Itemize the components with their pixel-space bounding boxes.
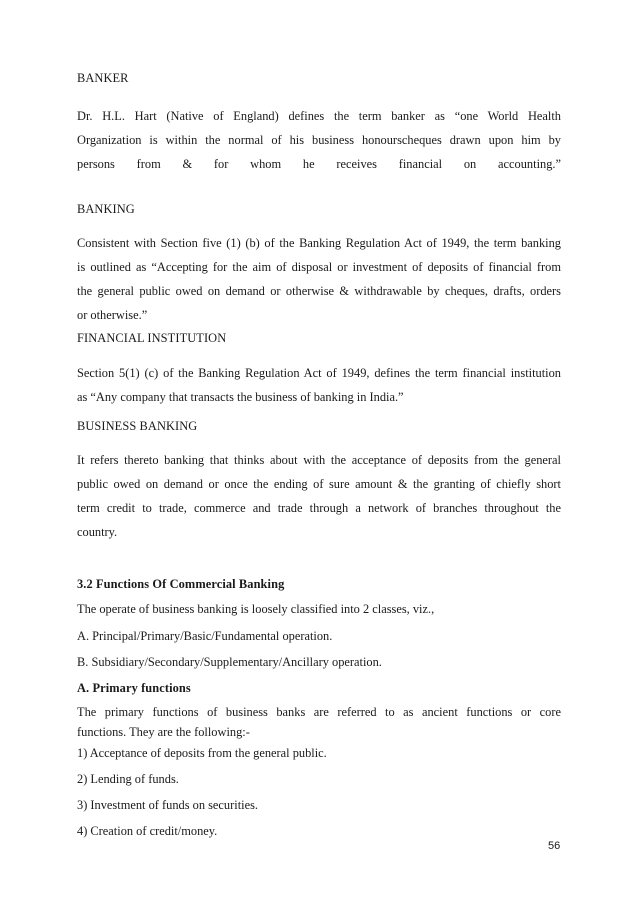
paragraph-line: Dr. H.L. Hart (Native of England) defines the term banker as “one World Health [77, 109, 561, 123]
heading-financial-institution: FINANCIAL INSTITUTION [77, 331, 227, 345]
page-number: 56 [548, 840, 561, 852]
paragraph-line: is outlined as “Accepting for the aim of disposal or investment of deposits of financial from [77, 260, 561, 274]
list-item: 4) Creation of credit/money. [77, 824, 218, 838]
paragraph-line: the general public owed on demand or otherwise & withdrawable by cheques, drafts, orders [77, 284, 561, 298]
paragraph-line: or otherwise.” [77, 308, 148, 322]
heading-primary-functions: A. Primary functions [77, 681, 191, 695]
list-item: 2) Lending of funds. [77, 772, 179, 786]
paragraph-line: term credit to trade, commerce and trade through a network of branches throughout the [77, 501, 561, 515]
functions-class-b: B. Subsidiary/Secondary/Supplementary/Ancillary operation. [77, 655, 382, 669]
paragraph-banking [77, 231, 561, 327]
paragraph-line: country. [77, 525, 118, 539]
paragraph-line: It refers thereto banking that thinks about with the acceptance of deposits from the general [77, 453, 561, 467]
paragraph-line: public owed on demand or once the ending of sure amount & the granting of chiefly short [77, 477, 561, 491]
heading-banker: BANKER [77, 71, 129, 85]
heading-banking: BANKING [77, 202, 135, 216]
list-item: 1) Acceptance of deposits from the general public. [77, 746, 327, 760]
list-item: 3) Investment of funds on securities. [77, 798, 259, 812]
paragraph-primary-functions [77, 702, 561, 742]
paragraph-financial-institution [77, 361, 561, 409]
paragraph-line: Consistent with Section five (1) (b) of the Banking Regulation Act of 1949, the term banking [77, 236, 561, 250]
paragraph-banker [77, 104, 561, 176]
paragraph-line: as “Any company that transacts the business of banking in India.” [77, 390, 404, 404]
paragraph-line: functions. They are the following:- [77, 725, 250, 739]
paragraph-business-banking [77, 448, 561, 544]
functions-class-a: A. Principal/Primary/Basic/Fundamental operation. [77, 629, 333, 643]
paragraph-line: Section 5(1) (c) of the Banking Regulation Act of 1949, defines the term financial institution [77, 366, 561, 380]
paragraph-line: The primary functions of business banks are referred to as ancient functions or core [77, 705, 561, 719]
paragraph-line: Organization is within the normal of his business honourscheques drawn upon him by [77, 133, 561, 147]
heading-functions: 3.2 Functions Of Commercial Banking [77, 577, 285, 591]
heading-business-banking: BUSINESS BANKING [77, 419, 198, 433]
functions-intro: The operate of business banking is loosely classified into 2 classes, viz., [77, 602, 435, 616]
paragraph-line: persons from & for whom he receives financial on accounting.” [77, 157, 561, 171]
